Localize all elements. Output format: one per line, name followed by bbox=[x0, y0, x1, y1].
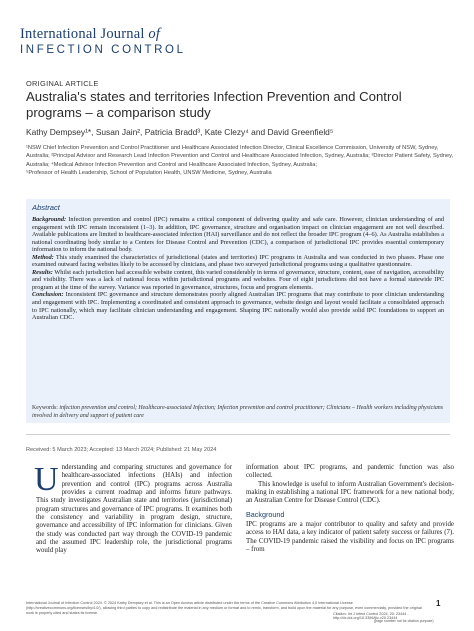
abstract-heading: Abstract bbox=[32, 203, 60, 212]
citation-line: Citation: Int J Infect Control 2024, 20: 23444 - http://dx.doi.org/10.3396/ijic.v20.23444 bbox=[333, 612, 409, 620]
drop-cap: U bbox=[34, 461, 59, 498]
body-column-left bbox=[34, 461, 232, 556]
page-note: (page number not for citation purpose) bbox=[374, 619, 434, 623]
journal-name-line2: INFECTION CONTROL bbox=[20, 44, 186, 56]
article-title: Australia's states and territories Infection Prevention and Control programs – a comparison study bbox=[26, 89, 402, 120]
abstract-text bbox=[32, 216, 444, 322]
keywords-label: Keywords: bbox=[32, 405, 58, 411]
journal-name-of: of bbox=[148, 26, 161, 42]
section-text: Infection prevention and control (IPC) remains a critical component of delivering quality and safe care. However, clinician understanding of and engagement with IPC remain inconsistent (1–3). In addition, IPC governance, structure and organisation impact on clinician engagement are not well described. Available publications are limited to healthcare-associated infection (HAI) surveillance and do not reflect the broader IPC program (4–6). As Australia establishes a national coordinating body similar to a Centers for Disease Control and Prevention (CDC), a comparison of jurisdictional IPC provides essential contemporary information to inform the national body. bbox=[32, 216, 444, 254]
affiliation-line: ⁵Professor of Health Leadership, School of Population Health, UNSW Medicine, Sydney, Australia bbox=[26, 170, 272, 177]
body-paragraph: information about IPC programs, and pandemic function was also collected. bbox=[246, 464, 454, 480]
abstract-method bbox=[32, 254, 444, 269]
body-column-right bbox=[246, 464, 454, 554]
keywords bbox=[32, 405, 444, 420]
section-label: Method: bbox=[32, 253, 54, 261]
affiliations bbox=[26, 144, 454, 178]
section-label: Background: bbox=[32, 216, 67, 223]
section-text: Whilst each jurisdiction had accessible website content, this varied considerably in terms of governance, structure, content, ease of navigation, accessibility and visibility. There was a lack of national focus within jurisdictional programs and websites. Four of eight jurisdictions did not have a formal statewide IPC program at the time of the survey. Variance was reported in governance, structures, focus and program elements. bbox=[32, 268, 444, 291]
abstract-results bbox=[32, 269, 444, 292]
keywords-text: infection prevention and control; Healthcare-associated Infection; Infection prevention and control practitioner; Clinicians – Health workers including physicians involved in delivery and support of patient care bbox=[32, 405, 444, 419]
license-text: International Journal of Infection Control 2024. © 2024 Kathy Dempsey et al. This is an Open Access article distributed under the terms of the Creative Commons Attribution 4.0 International License (http://creativecommons.org/licenses/by/4.0/), allowing third parties to copy and redistribute the material in any medium or format and to remix, transform, and build upon the material for any purpose, even commercially, provided the original work is properly cited and states its license. bbox=[26, 601, 422, 615]
section-heading-background: Background bbox=[246, 509, 285, 519]
author-list: Kathy Dempsey¹*, Susan Jain², Patricia Bradd³, Kate Clezy⁴ and David Greenfield⁵ bbox=[26, 127, 334, 137]
abstract-background bbox=[32, 216, 444, 254]
article-type: ORIGINAL ARTICLE bbox=[26, 79, 99, 88]
affiliation-line: ¹NSW Chief Infection Prevention and Control Practitioner and Healthcare Associated Infection Director, Clinical Excellence Commission, University of NSW, Sydney, Australia; ²Principal Advisor and Research Lead Infection Prevention and Control and Healthcare Associated Infection, Sydney, Australia; ³Director Patient Safety, Sydney, Australia; ⁴Medical Advisor Infection Prevention and Control and Healthcare Associated Infection, Sydney, Australia; bbox=[26, 145, 454, 168]
divider bbox=[26, 434, 450, 435]
page-number: 1 bbox=[436, 599, 441, 608]
section-label: Results: bbox=[32, 268, 53, 276]
section-text: Inconsistent IPC governance and structure demonstrates poorly aligned Australian IPC programs that may contribute to poor clinician understanding and engagement with IPC. Implementing a coordinated and consistent approach to governance, website design and layout would facilitate a consolidated approach to IPC nationally, which may facilitate clinician understanding and engagement. Shaping IPC nationally would also provide solid IPC foundations to support an Australian CDC. bbox=[32, 291, 444, 322]
section-text: This study examined the characteristics of jurisdictional (states and territories) IPC programs in Australia and was conducted in two phases. Phase one examined outward facing websites likely to be accessed by clinicians, and phase two surveyed jurisdictional programs using a qualitative questionnaire. bbox=[32, 253, 444, 269]
body-paragraph: nderstanding and comparing structures and governance for healthcare-associated infections (HAIs) and infection prevention and control (IPC) programs across Australia provides a current roadmap and informs future pathways. This study investigates Australian state and territories (jurisdictional) program structures and governance of IPC programs. It examines both the consistency and variability in program design, structure, governance and accessibility of IPC information for clinicians. Given the study was conducted part way through the COVID-19 pandemic and the assumed IPC leadership role, the jurisdictional programs would play bbox=[36, 464, 232, 555]
abstract-conclusion bbox=[32, 291, 444, 321]
journal-name-part: International Journal bbox=[20, 26, 149, 42]
publication-dates: Received: 5 March 2023; Accepted: 13 March 2024; Published: 21 May 2024 bbox=[26, 447, 217, 453]
body-paragraph: This knowledge is useful to inform Australian Government's decision-making in establishing a national IPC framework for a new national body, an Australian Centre for Disease Control (CDC). bbox=[246, 480, 454, 505]
body-paragraph: IPC programs are a major contributor to quality and safety and provide access to HAI data, a key indicator of patient safety success or failures (7). The COVID-19 pandemic raised the visibility and focus on IPC programs – from bbox=[246, 521, 454, 554]
journal-name-line1 bbox=[20, 26, 160, 43]
section-label: Conclusion: bbox=[32, 291, 64, 299]
